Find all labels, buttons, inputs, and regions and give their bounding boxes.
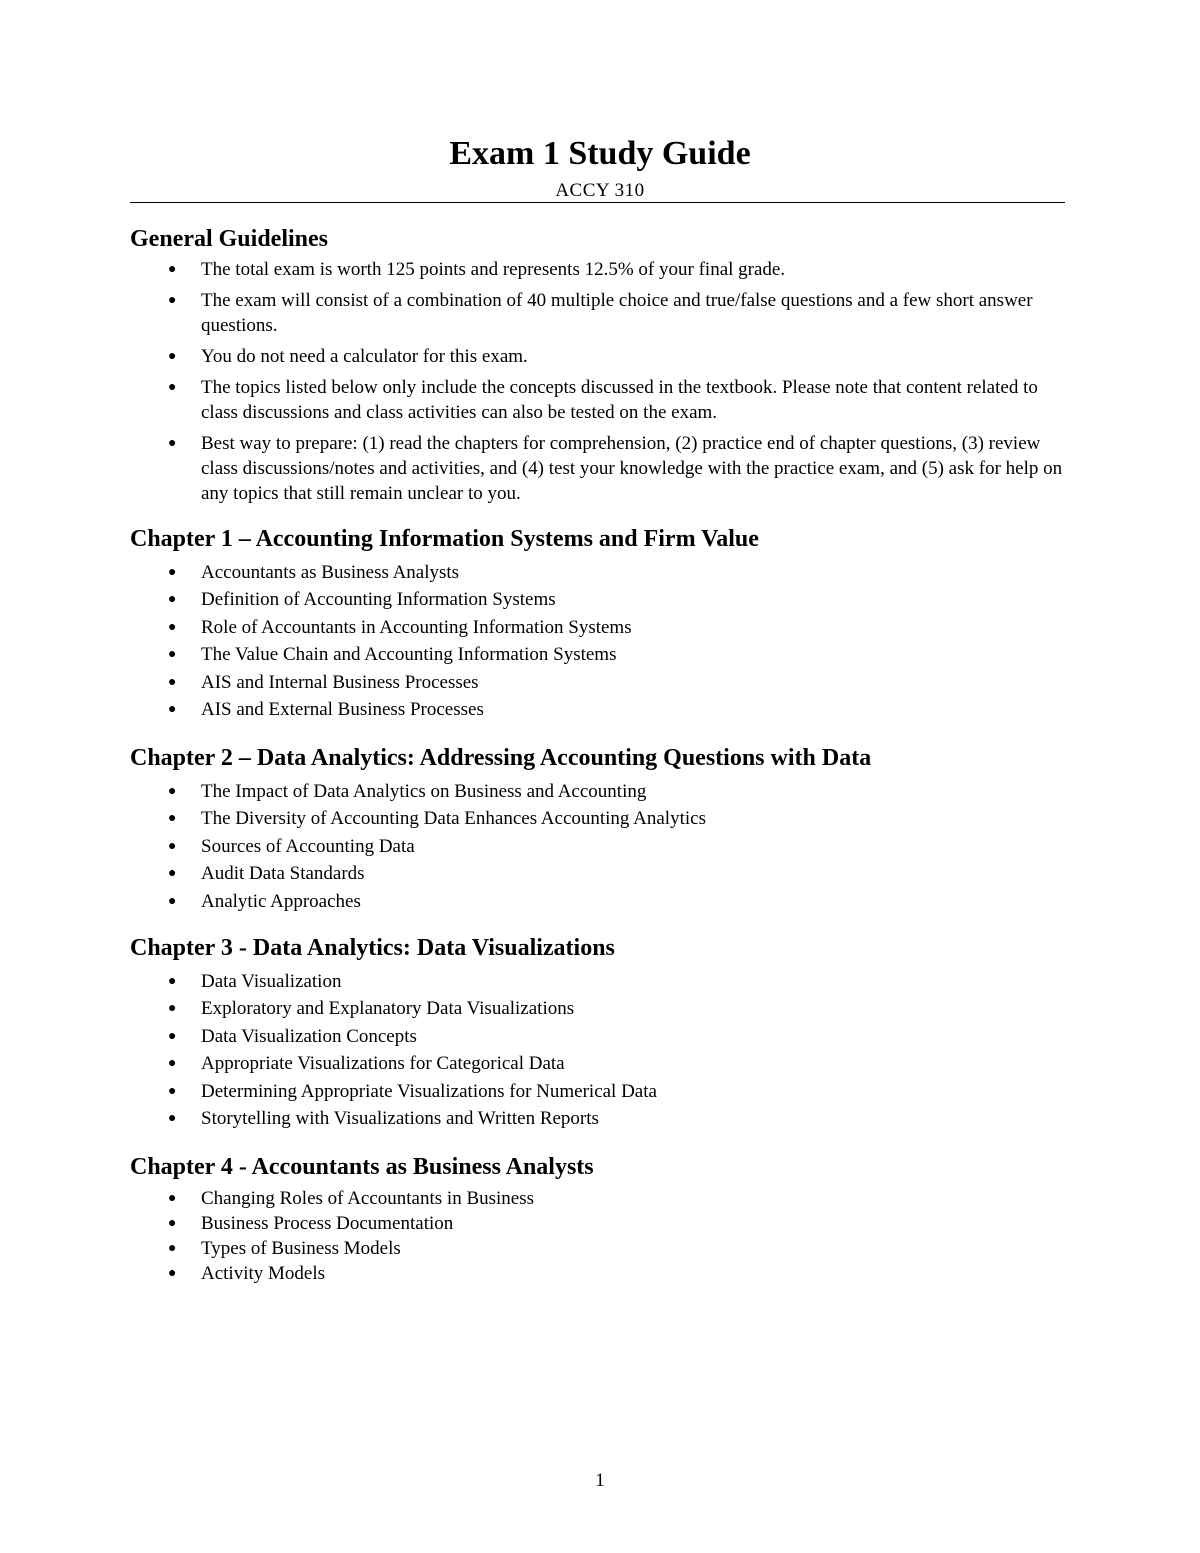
bullet-icon: ● xyxy=(168,380,177,395)
bullet-icon: ● xyxy=(168,702,177,718)
list-item: ● Business Process Documentation xyxy=(168,1213,454,1234)
section-chapter-4 xyxy=(130,1152,1065,1286)
bullet-icon: ● xyxy=(168,1083,177,1099)
list-item: ● Definition of Accounting Information Systems xyxy=(130,586,1065,613)
list-item: ● Storytelling with Visualizations and Written Reports xyxy=(130,1105,1065,1132)
bullet-icon: ● xyxy=(168,293,177,308)
list-item: ● Appropriate Visualizations for Categorical Data xyxy=(130,1050,1065,1077)
list-item: ● Exploratory and Explanatory Data Visualizations xyxy=(130,995,1065,1022)
guidelines-list xyxy=(130,257,1065,506)
bullet-icon: ● xyxy=(168,674,177,690)
bullet-icon: ● xyxy=(168,619,177,635)
bullet-icon: ● xyxy=(168,1216,177,1231)
list-item: ● The Value Chain and Accounting Information Systems xyxy=(130,641,1065,668)
bullet-icon: ● xyxy=(168,592,177,608)
topic-list xyxy=(130,778,1065,915)
list-item: ● Accountants as Business Analysts xyxy=(130,559,1065,586)
course-code: ACCY 310 xyxy=(555,180,645,201)
section-chapter-3 xyxy=(130,933,1065,1132)
document-title: Exam 1 Study Guide xyxy=(449,135,751,172)
bullet-icon: ● xyxy=(168,1266,177,1281)
topic-list xyxy=(130,968,1065,1132)
bullet-icon: ● xyxy=(168,811,177,827)
list-item: ● Changing Roles of Accountants in Business xyxy=(168,1188,535,1209)
section-heading: General Guidelines xyxy=(130,226,328,252)
section-heading: Chapter 4 - Accountants as Business Analysts xyxy=(130,1154,594,1180)
list-item: ● You do not need a calculator for this exam. xyxy=(168,346,528,367)
bullet-icon: ● xyxy=(168,1001,177,1017)
list-item: ● Role of Accountants in Accounting Information Systems xyxy=(130,614,1065,641)
list-item: ● The topics listed below only include the concepts discussed in the textbook. Please note that content related to class discussions and class activities can also be tested on the exam. xyxy=(168,377,1038,423)
topic-list xyxy=(130,1186,1065,1286)
bullet-icon: ● xyxy=(168,647,177,663)
list-item: ● The total exam is worth 125 points and represents 12.5% of your final grade. xyxy=(168,259,786,280)
list-item: ● Types of Business Models xyxy=(168,1238,401,1259)
bullet-icon: ● xyxy=(168,838,177,854)
bullet-icon: ● xyxy=(168,349,177,364)
section-heading: Chapter 3 - Data Analytics: Data Visualizations xyxy=(130,935,615,961)
section-heading: Chapter 1 – Accounting Information Systems and Firm Value xyxy=(130,526,759,552)
bullet-icon: ● xyxy=(168,262,177,277)
list-item: ● Data Visualization xyxy=(130,968,1065,995)
list-item: ● Analytic Approaches xyxy=(130,888,1065,915)
list-item: ● Determining Appropriate Visualizations for Numerical Data xyxy=(130,1078,1065,1105)
bullet-icon: ● xyxy=(168,1056,177,1072)
list-item: ● AIS and Internal Business Processes xyxy=(130,669,1065,696)
bullet-icon: ● xyxy=(168,866,177,882)
section-chapter-1 xyxy=(130,524,1065,723)
bullet-icon: ● xyxy=(168,1191,177,1206)
list-item: ● Sources of Accounting Data xyxy=(130,833,1065,860)
list-item: ● The Diversity of Accounting Data Enhances Accounting Analytics xyxy=(130,805,1065,832)
bullet-icon: ● xyxy=(168,1241,177,1256)
section-chapter-2 xyxy=(130,743,1065,915)
section-heading: Chapter 2 – Data Analytics: Addressing Accounting Questions with Data xyxy=(130,745,872,771)
list-item: ● Best way to prepare: (1) read the chapters for comprehension, (2) practice end of chapter questions, (3) review class discussions/notes and activities, and (4) test your knowledge with the practice exam, and (5) ask for help on any topics that still remain unclear to you. xyxy=(168,433,1063,504)
list-item: ● Audit Data Standards xyxy=(130,860,1065,887)
list-item: ● Data Visualization Concepts xyxy=(130,1023,1065,1050)
bullet-icon: ● xyxy=(168,1028,177,1044)
bullet-icon: ● xyxy=(168,436,177,451)
bullet-icon: ● xyxy=(168,784,177,799)
list-item: ● The exam will consist of a combination of 40 multiple choice and true/false questions and a few short answer questions. xyxy=(168,290,1033,336)
bullet-icon: ● xyxy=(168,974,177,989)
title-divider xyxy=(130,202,1065,203)
bullet-icon: ● xyxy=(168,893,177,909)
list-item: ● The Impact of Data Analytics on Business and Accounting xyxy=(130,778,1065,805)
bullet-icon: ● xyxy=(168,565,177,580)
bullet-icon: ● xyxy=(168,1111,177,1127)
list-item: ● AIS and External Business Processes xyxy=(130,696,1065,723)
page-number: 1 xyxy=(595,1470,605,1491)
section-general-guidelines xyxy=(130,224,1065,512)
topic-list xyxy=(130,559,1065,723)
list-item: ● Activity Models xyxy=(168,1263,326,1284)
